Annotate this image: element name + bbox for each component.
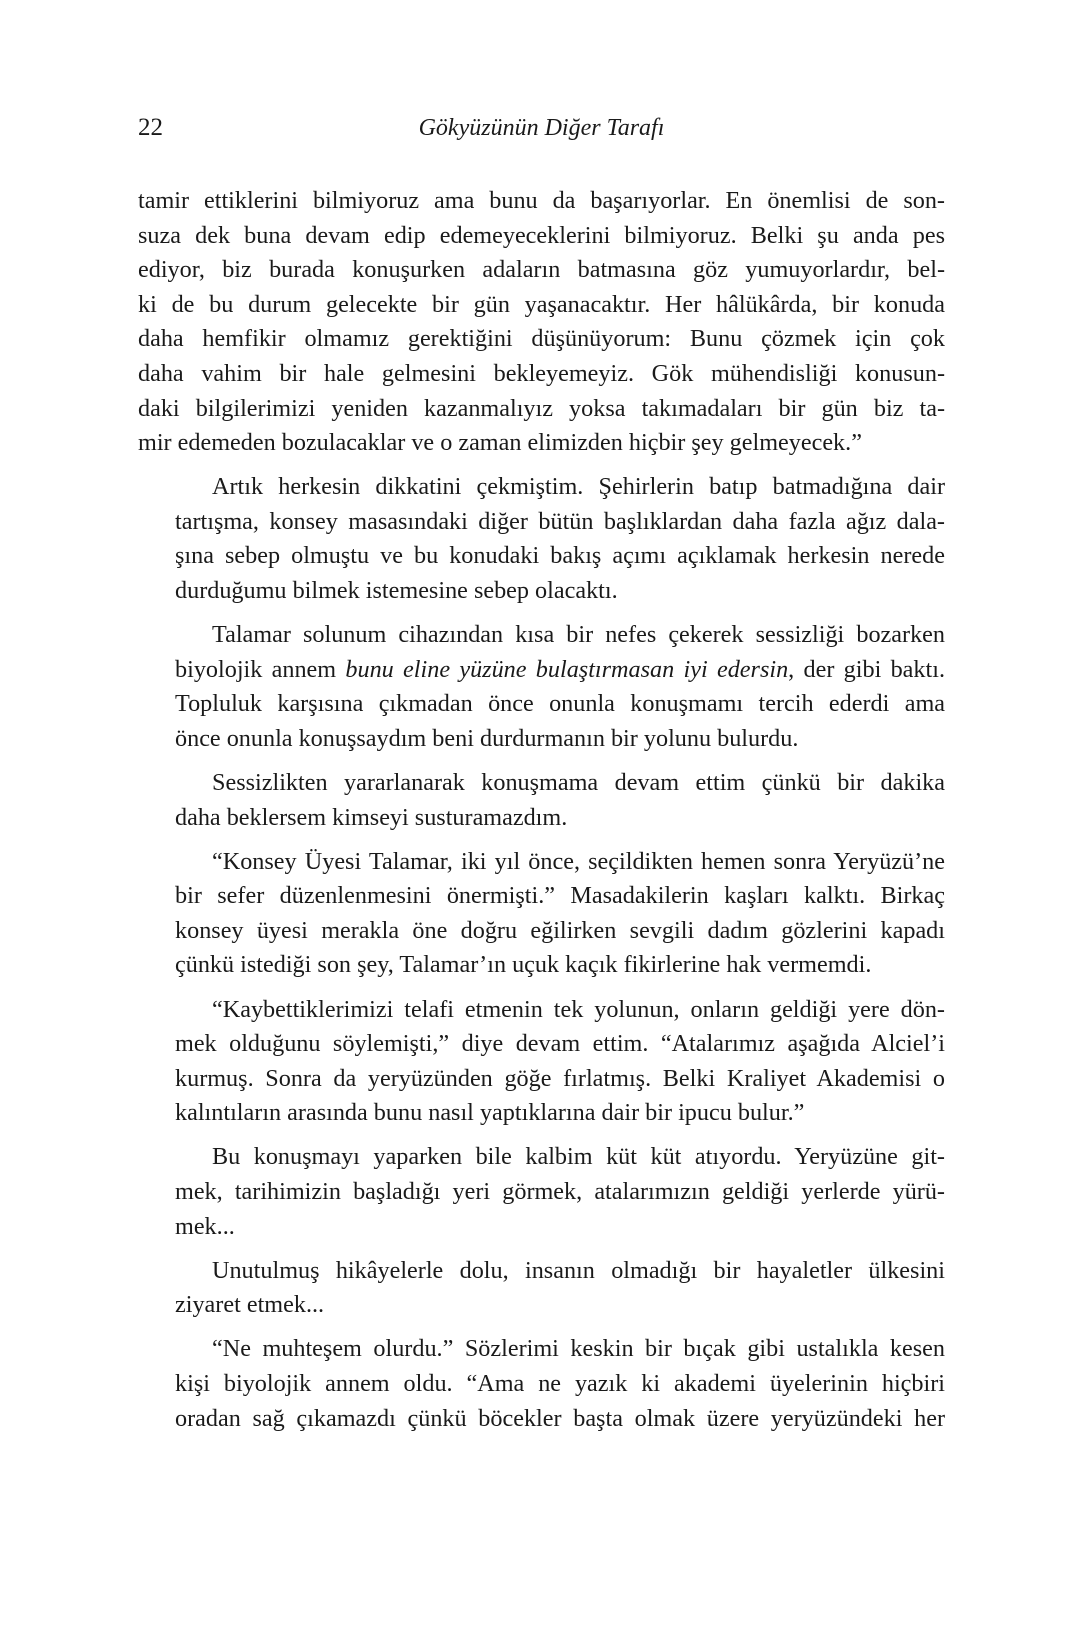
paragraph	[138, 1140, 945, 1244]
paragraph	[138, 1332, 945, 1436]
text-line: Topluluk karşısına çıkmadan önce onunla konuşmamı tercih ederdi ama	[175, 690, 945, 718]
page-header	[138, 110, 945, 146]
paragraph	[138, 766, 945, 835]
italic-phrase: bunu eline yüzüne bulaştırmasan iyi edersin	[345, 655, 789, 683]
text-line-with-italic	[138, 653, 945, 688]
paragraph	[138, 993, 945, 1131]
text-line: çünkü istediği son şey, Talamar’ın uçuk kaçık fikirlerine hak vermemdi.	[175, 951, 872, 979]
text-line: daha vahim bir hale gelmesini bekleyemeyiz. Gök mühendisliği konusun-	[138, 359, 945, 387]
text-line: mek olduğunu söylemişti,” diye devam ettim. “Atalarımız aşağıda Alciel’i	[175, 1030, 945, 1058]
text-line: daha beklersem kimseyi susturamazdım.	[175, 803, 568, 831]
text-line: oradan sağ çıkamazdı çünkü böcekler başta olmak üzere yeryüzündeki her	[175, 1404, 945, 1432]
text-line: daha hemfikir olmamız gerektiğini düşünüyorum: Bunu çözmek için çok	[138, 325, 945, 353]
paragraph	[138, 470, 945, 608]
running-title: Gökyüzünün Diğer Tarafı	[418, 115, 665, 141]
text-line: mir edemeden bozulacaklar ve o zaman elimizden hiçbir şey gelmeyecek.”	[138, 429, 862, 457]
text-line: Unutulmuş hikâyelerle dolu, insanın olmadığı bir hayaletler ülkesini	[212, 1256, 945, 1284]
text-line: “Ne muhteşem olurdu.” Sözlerimi keskin bir bıçak gibi ustalıkla kesen	[212, 1335, 945, 1363]
text-line: mek, tarihimizin başladığı yeri görmek, atalarımızın geldiği yerlerde yürü-	[175, 1178, 945, 1206]
text-line: daki bilgilerimizi yeniden kazanmalıyız yoksa takımadaları bir gün biz ta-	[138, 394, 945, 422]
text-run: biyolojik annem	[175, 655, 346, 683]
text-line: kurmuş. Sonra da yeryüzünden göğe fırlatmış. Belki Kraliyet Akademisi o	[175, 1064, 945, 1092]
text-line: Sessizlikten yararlanarak konuşmama devam ettim çünkü bir dakika	[212, 769, 945, 796]
body-text	[138, 184, 945, 1446]
paragraph	[138, 618, 945, 756]
text-line: “Konsey Üyesi Talamar, iki yıl önce, seçildikten hemen sonra Yeryüzü’ne	[212, 847, 945, 875]
text-run: , der gibi baktı.	[788, 655, 945, 683]
text-line: Artık herkesin dikkatini çekmiştim. Şehirlerin batıp batmadığına dair	[212, 473, 945, 501]
paragraph	[138, 1254, 945, 1323]
paragraph	[138, 184, 945, 461]
text-line: şına sebep olmuştu ve bu konudaki bakış açımı açıklamak herkesin nerede	[175, 542, 945, 570]
text-line: ediyor, biz burada konuşurken adaların batmasına göz yumuyorlardır, bel-	[138, 256, 945, 284]
text-line: “Kaybettiklerimizi telafi etmenin tek yolunun, onların geldiği yere dön-	[212, 995, 945, 1023]
text-line: tartışma, konsey masasındaki diğer bütün başlıklardan daha fazla ağız dala-	[175, 507, 945, 535]
paragraph	[138, 845, 945, 983]
text-line: durduğumu bilmek istemesine sebep olacaktı.	[175, 577, 618, 605]
text-line: bir sefer düzenlenmesini önermişti.” Masadakilerin kaşları kalktı. Birkaç	[175, 882, 945, 910]
page-number: 22	[138, 114, 163, 141]
text-line: Talamar solunum cihazından kısa bir nefes çekerek sessizliği bozarken	[212, 621, 945, 649]
text-line: Bu konuşmayı yaparken bile kalbim küt küt atıyordu. Yeryüzüne git-	[212, 1143, 945, 1171]
text-line: konsey üyesi merakla öne doğru eğilirken sevgili dadım gözlerini kapadı	[175, 916, 945, 944]
text-line: kişi biyolojik annem oldu. “Ama ne yazık ki akademi üyelerinin hiçbiri	[175, 1370, 945, 1397]
text-line: ziyaret etmek...	[175, 1291, 325, 1319]
text-line: mek...	[175, 1212, 235, 1240]
text-line: tamir ettiklerini bilmiyoruz ama bunu da başarıyorlar. En önemlisi de son-	[138, 187, 945, 214]
text-line: kalıntıların arasında bunu nasıl yaptıklarına dair bir ipucu bulur.”	[175, 1099, 805, 1127]
text-line: suza dek buna devam edip edemeyeceklerini bilmiyoruz. Belki şu anda pes	[138, 221, 945, 249]
text-line: önce onunla konuşsaydım beni durdurmanın bir yolunu bulurdu.	[175, 724, 799, 752]
text-line: ki de bu durum gelecekte bir gün yaşanacaktır. Her hâlükârda, bir konuda	[138, 290, 945, 318]
